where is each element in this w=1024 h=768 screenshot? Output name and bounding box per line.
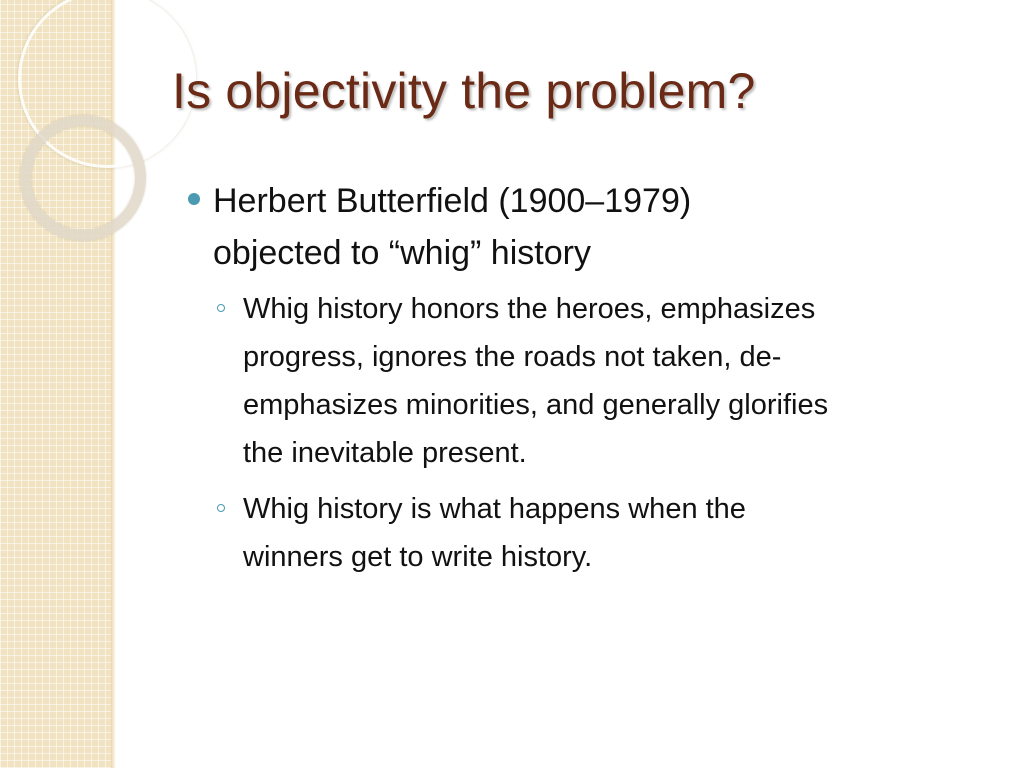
sub-bullet-line: Whig history honors the heroes, emphasizes <box>243 293 816 325</box>
hollow-circle-bullet-icon <box>217 504 225 512</box>
filled-dot-bullet-icon <box>188 193 200 205</box>
sub-bullet-line: progress, ignores the roads not taken, de- <box>243 341 782 373</box>
sub-bullet-item <box>243 285 986 477</box>
sub-bullet-item <box>243 485 986 581</box>
sub-bullet-line: emphasizes minorities, and generally glorifies <box>243 389 829 421</box>
sub-bullet-line: winners get to write history. <box>243 541 593 573</box>
hollow-circle-bullet-icon <box>217 304 225 312</box>
slide-title: Is objectivity the problem? <box>172 63 756 119</box>
slide-body <box>186 175 986 581</box>
decorative-ring-icon <box>20 115 146 241</box>
sub-bullet-line: Whig history is what happens when the <box>243 493 746 525</box>
bullet-item <box>186 175 986 279</box>
sub-bullet-line: the inevitable present. <box>243 437 527 469</box>
bullet-line: Herbert Butterfield (1900–1979) <box>213 182 692 220</box>
bullet-line: objected to “whig” history <box>213 234 591 272</box>
